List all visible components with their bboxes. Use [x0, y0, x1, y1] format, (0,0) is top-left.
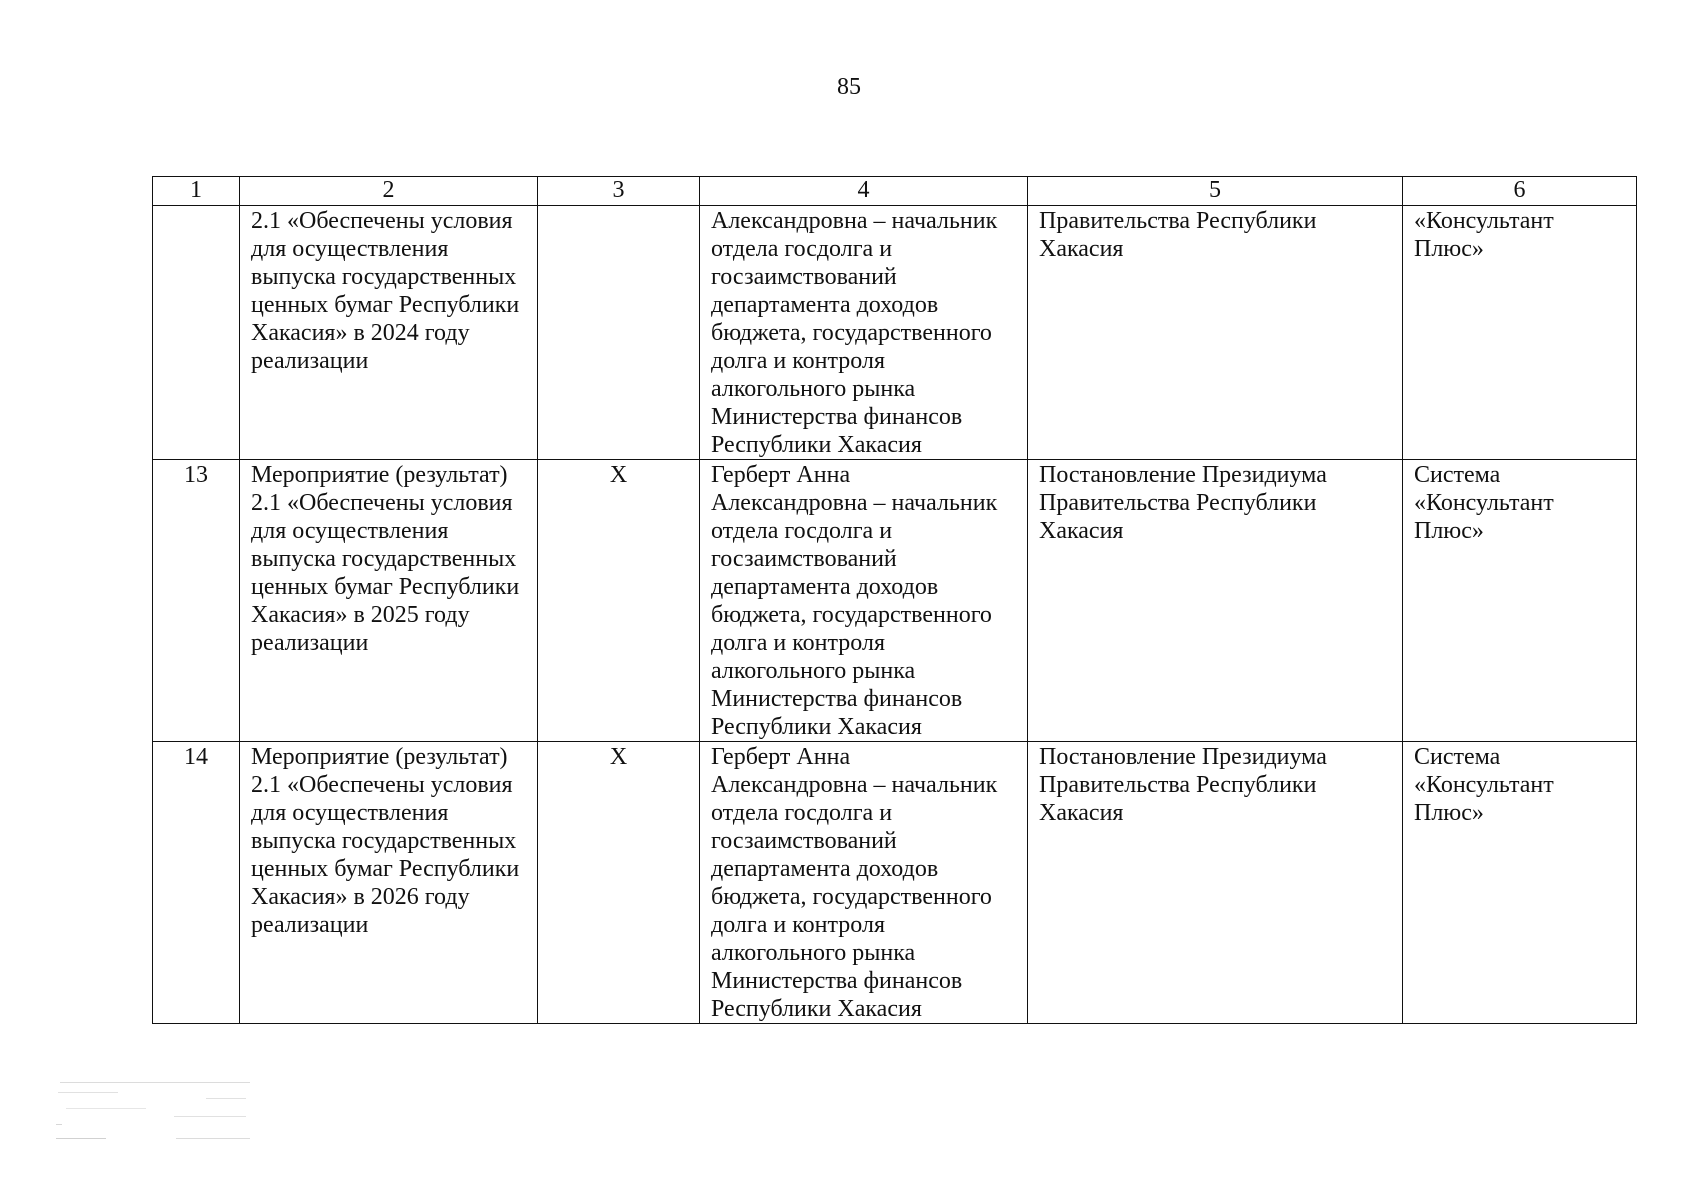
table-body — [153, 206, 1637, 1024]
text-line: «Консультант — [1414, 490, 1554, 516]
text-line: ценных бумаг Республики — [251, 292, 520, 318]
cell-responsible-content — [700, 742, 1027, 1023]
cell-mark — [538, 206, 700, 460]
cell-mark-content — [538, 742, 699, 771]
cell-responsible — [700, 742, 1028, 1024]
table-row — [153, 742, 1637, 1024]
text-line: бюджета, государственного — [711, 884, 992, 910]
cell-event — [240, 742, 538, 1024]
cell-number-content — [153, 742, 239, 771]
text-line: госзаимствований — [711, 546, 897, 572]
text-line: Александровна – начальник — [711, 490, 998, 516]
cell-mark — [538, 460, 700, 742]
text-line: Герберт Анна — [711, 744, 851, 770]
text-line: 2.1 «Обеспечены условия — [251, 490, 513, 516]
text-line: Александровна – начальник — [711, 208, 998, 234]
text-line: долга и контроля — [711, 630, 885, 656]
cell-source — [1403, 742, 1637, 1024]
column-header-3: 3 — [538, 177, 700, 206]
table-row — [153, 206, 1637, 460]
cell-event-content — [240, 460, 537, 657]
cell-document — [1028, 460, 1403, 742]
text-line: отдела госдолга и — [711, 518, 893, 544]
text-line: Плюс» — [1414, 518, 1484, 544]
text-line: Правительства Республики — [1039, 772, 1317, 798]
text-line: Александровна – начальник — [711, 772, 998, 798]
cell-document — [1028, 742, 1403, 1024]
text-line: Мероприятие (результат) — [251, 744, 508, 770]
cell-event — [240, 206, 538, 460]
text-line: «Консультант — [1414, 772, 1554, 798]
text-line: ценных бумаг Республики — [251, 574, 520, 600]
cell-source-content — [1403, 206, 1636, 263]
cell-number-content — [153, 206, 239, 207]
cell-source — [1403, 460, 1637, 742]
text-line: Герберт Анна — [711, 462, 851, 488]
text-line: госзаимствований — [711, 828, 897, 854]
text-line: Правительства Республики — [1039, 490, 1317, 516]
text-line: Система — [1414, 462, 1501, 488]
text-line: X — [609, 744, 628, 770]
text-line: Министерства финансов — [711, 404, 963, 430]
text-line: бюджета, государственного — [711, 602, 992, 628]
text-line: Плюс» — [1414, 800, 1484, 826]
text-line: департамента доходов — [711, 574, 939, 600]
text-line: X — [609, 462, 628, 488]
cell-mark — [538, 742, 700, 1024]
text-line: для осуществления — [251, 236, 449, 262]
text-line: ценных бумаг Республики — [251, 856, 520, 882]
text-line: Хакасия» в 2025 году — [251, 602, 470, 628]
cell-number — [153, 206, 240, 460]
text-line: Постановление Президиума — [1039, 462, 1327, 488]
text-line: Хакасия» в 2026 году — [251, 884, 470, 910]
text-line: 2.1 «Обеспечены условия — [251, 772, 513, 798]
column-header-6: 6 — [1403, 177, 1637, 206]
cell-event-content — [240, 206, 537, 375]
cell-document — [1028, 206, 1403, 460]
cell-number — [153, 742, 240, 1024]
text-line: отдела госдолга и — [711, 236, 893, 262]
column-header-2: 2 — [240, 177, 538, 206]
cell-document-content — [1028, 206, 1402, 263]
text-line: выпуска государственных — [251, 264, 517, 290]
cell-source-content — [1403, 460, 1636, 545]
cell-responsible-content — [700, 206, 1027, 459]
cell-number — [153, 460, 240, 742]
text-line: Хакасия — [1039, 236, 1124, 262]
text-line: Хакасия — [1039, 518, 1124, 544]
text-line: 13 — [184, 462, 208, 488]
text-line: отдела госдолга и — [711, 800, 893, 826]
text-line: Постановление Президиума — [1039, 744, 1327, 770]
table-header — [153, 177, 1637, 206]
text-line: департамента доходов — [711, 292, 939, 318]
cell-responsible — [700, 460, 1028, 742]
text-line: долга и контроля — [711, 912, 885, 938]
cell-mark-content — [538, 206, 699, 207]
text-line: Плюс» — [1414, 236, 1484, 262]
text-line: долга и контроля — [711, 348, 885, 374]
cell-event-content — [240, 742, 537, 939]
text-line: Хакасия — [1039, 800, 1124, 826]
column-header-5: 5 — [1028, 177, 1403, 206]
text-line: бюджета, государственного — [711, 320, 992, 346]
cell-source — [1403, 206, 1637, 460]
table-row — [153, 460, 1637, 742]
text-line: реализации — [251, 912, 369, 938]
column-header-4: 4 — [700, 177, 1028, 206]
text-line: алкогольного рынка — [711, 658, 916, 684]
text-line: для осуществления — [251, 518, 449, 544]
text-line: Министерства финансов — [711, 968, 963, 994]
header-row — [153, 177, 1637, 206]
text-line: для осуществления — [251, 800, 449, 826]
text-line: Правительства Республики — [1039, 208, 1317, 234]
text-line: 2.1 «Обеспечены условия — [251, 208, 513, 234]
cell-number-content — [153, 460, 239, 489]
text-line: Республики Хакасия — [711, 432, 922, 458]
text-line: 14 — [184, 744, 208, 770]
text-line: алкогольного рынка — [711, 940, 916, 966]
scan-artifact — [56, 1078, 270, 1148]
text-line: реализации — [251, 630, 369, 656]
text-line: департамента доходов — [711, 856, 939, 882]
page-number: 85 — [837, 74, 861, 100]
column-header-1: 1 — [153, 177, 240, 206]
text-line: Республики Хакасия — [711, 996, 922, 1022]
text-line: выпуска государственных — [251, 828, 517, 854]
text-line: госзаимствований — [711, 264, 897, 290]
text-line: алкогольного рынка — [711, 376, 916, 402]
cell-responsible — [700, 206, 1028, 460]
cell-responsible-content — [700, 460, 1027, 741]
text-line: «Консультант — [1414, 208, 1554, 234]
text-line: Система — [1414, 744, 1501, 770]
cell-document-content — [1028, 742, 1402, 827]
document-table — [152, 176, 1637, 1024]
text-line: Министерства финансов — [711, 686, 963, 712]
text-line: выпуска государственных — [251, 546, 517, 572]
text-line: Мероприятие (результат) — [251, 462, 508, 488]
text-line: Республики Хакасия — [711, 714, 922, 740]
cell-mark-content — [538, 460, 699, 489]
cell-source-content — [1403, 742, 1636, 827]
cell-document-content — [1028, 460, 1402, 545]
text-line: Хакасия» в 2024 году — [251, 320, 470, 346]
text-line: реализации — [251, 348, 369, 374]
cell-event — [240, 460, 538, 742]
